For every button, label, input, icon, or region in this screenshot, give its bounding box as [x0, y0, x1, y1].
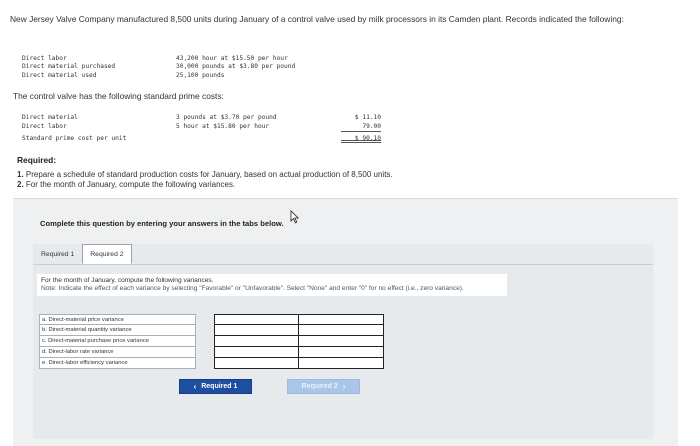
standard-cost-amount: $ 90.10	[341, 135, 381, 144]
variance-inputs	[214, 347, 384, 358]
record-row	[22, 63, 326, 71]
standard-cost-amount: 79.00	[341, 123, 381, 132]
prev-required-button[interactable]	[179, 379, 252, 394]
required-item-number: 2.	[17, 180, 24, 189]
variance-row	[39, 325, 384, 336]
variance-effect-select[interactable]	[299, 314, 384, 325]
record-value: 25,100 pounds	[176, 71, 225, 79]
variance-label: d. Direct-labor rate variance	[39, 347, 196, 358]
variance-amount-input[interactable]	[214, 314, 299, 325]
standard-cost-row	[22, 114, 381, 123]
record-label: Direct material purchased	[22, 63, 116, 71]
variance-amount-input[interactable]	[214, 347, 299, 358]
record-value: 30,000 pounds at $3.80 per pound	[176, 63, 296, 71]
next-required-button[interactable]	[287, 379, 360, 394]
required-item-number: 1.	[17, 170, 24, 179]
instruction-text: For the month of January, compute the following variances.	[41, 277, 214, 284]
answer-panel	[13, 198, 678, 446]
variance-inputs	[214, 358, 384, 369]
variance-label: c. Direct-material purchase price variance	[39, 336, 196, 347]
variance-grid	[39, 314, 384, 369]
records-table	[22, 55, 326, 80]
standard-cost-detail	[176, 135, 341, 144]
standard-cost-total-row	[22, 135, 381, 144]
standard-cost-detail: 5 hour at $15.80 per hour	[176, 122, 270, 130]
required-item	[17, 170, 393, 180]
mouse-pointer-icon	[290, 210, 300, 224]
standard-costs-table	[22, 114, 381, 143]
variance-effect-select[interactable]	[299, 325, 384, 336]
required-heading: Required:	[17, 155, 57, 165]
variance-row	[39, 347, 384, 358]
variance-label: b. Direct-material quantity variance	[39, 325, 196, 336]
variance-inputs	[214, 325, 384, 336]
variance-amount-input[interactable]	[214, 358, 299, 369]
problem-intro: New Jersey Valve Company manufactured 8,500 units during January of a control valve used by milk processors in its Camden plant. Records indicated the following:	[10, 14, 624, 24]
chevron-right-icon: ›	[342, 382, 346, 391]
complete-instruction: Complete this question by entering your answers in the tabs below.	[40, 219, 284, 228]
record-row	[22, 72, 326, 80]
standard-cost-row	[22, 123, 381, 132]
variance-amount-input[interactable]	[214, 325, 299, 336]
variance-row	[39, 358, 384, 369]
record-row	[22, 55, 326, 63]
required-item	[17, 180, 393, 190]
record-label: Direct labor	[22, 55, 67, 62]
tab-required-2[interactable]: Required 2	[82, 244, 131, 264]
tab-content	[33, 264, 653, 439]
instructions-box	[37, 274, 507, 296]
record-value: 43,200 hour at $15.50 per hour	[176, 55, 288, 62]
tab-bar	[33, 244, 132, 264]
required-item-text: Prepare a schedule of standard production costs for January, based on actual production of 8,500 units.	[25, 170, 393, 179]
tab-required-1[interactable]: Required 1	[33, 244, 82, 264]
record-label: Direct material used	[22, 71, 97, 79]
instruction-note: Note: Indicate the effect of each variance by selecting "Favorable" or "Unfavorable". Select "None" and enter "0" for no effect (i.e., zero variance).	[41, 285, 464, 292]
standard-cost-label: Direct material	[22, 114, 78, 121]
variance-effect-select[interactable]	[299, 347, 384, 358]
standard-cost-detail: 3 pounds at $3.70 per pound	[176, 114, 277, 121]
variance-row	[39, 336, 384, 347]
required-item-text: For the month of January, compute the following variances.	[25, 180, 236, 189]
chevron-left-icon: ‹	[193, 382, 197, 391]
variance-label: a. Direct-material price variance	[39, 314, 196, 325]
standard-cost-label: Direct labor	[22, 122, 67, 130]
next-button-label: Required 2	[301, 383, 338, 390]
variance-effect-select[interactable]	[299, 358, 384, 369]
variance-inputs	[214, 314, 384, 325]
variance-amount-input[interactable]	[214, 336, 299, 347]
standard-costs-intro: The control valve has the following standard prime costs:	[13, 91, 224, 101]
variance-inputs	[214, 336, 384, 347]
prev-button-label: Required 1	[201, 383, 238, 390]
standard-cost-label: Standard prime cost per unit	[22, 134, 127, 142]
variance-effect-select[interactable]	[299, 336, 384, 347]
required-list	[17, 170, 393, 190]
standard-cost-amount: $ 11.10	[354, 114, 381, 121]
variance-row	[39, 314, 384, 325]
tab-container	[33, 244, 653, 439]
variance-label: e. Direct-labor efficiency variance	[39, 358, 196, 369]
